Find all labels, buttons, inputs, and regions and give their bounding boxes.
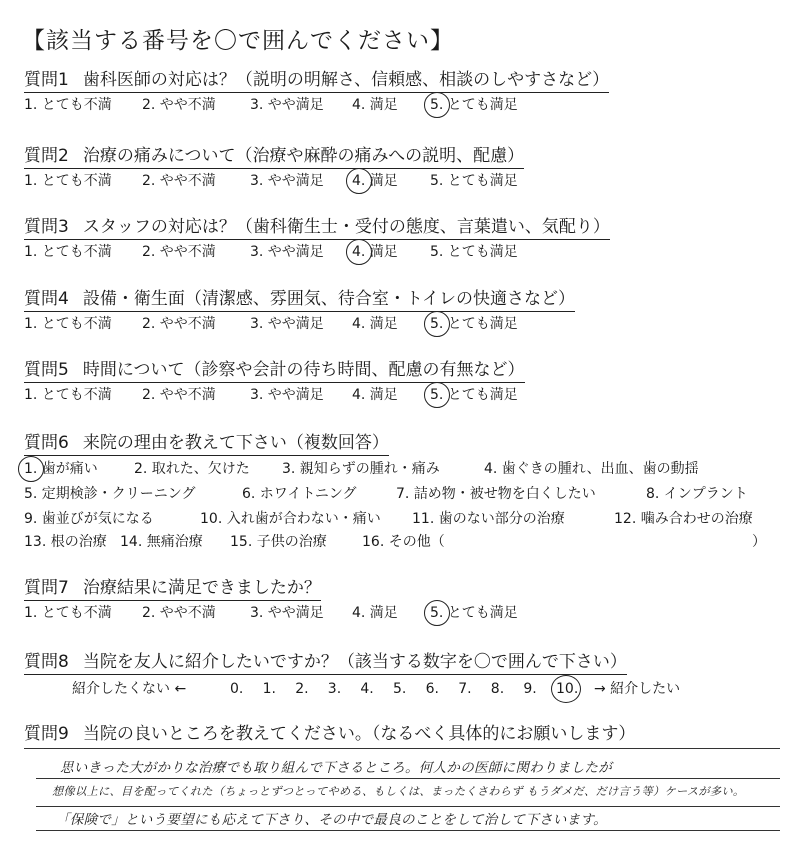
q2-title: 治療の痛みについて（治療や麻酔の痛みへの説明、配慮） — [82, 146, 525, 166]
q6-reason-option[interactable]: 7. 詰め物・被せ物を白くしたい — [396, 486, 596, 502]
q2-title-row — [24, 146, 524, 169]
q4-option-5[interactable]: 5. とても満足 — [430, 313, 518, 335]
q3-number: 質問3 — [24, 217, 69, 237]
q7-option-5[interactable]: 5. とても満足 — [430, 602, 518, 624]
q3-option-4[interactable]: 4. 満足 — [352, 241, 398, 263]
q8-title-row — [24, 652, 627, 675]
q6-reason-option[interactable]: 5. 定期検診・クリーニング — [24, 486, 196, 502]
q3-option-2[interactable]: 2. やや不満 — [142, 244, 216, 260]
q3-title-row — [24, 217, 610, 240]
q5-option-1[interactable]: 1. とても不満 — [24, 387, 112, 403]
q5-option-5[interactable]: 5. とても満足 — [430, 384, 518, 406]
q6-reason-option[interactable]: 8. インプラント — [646, 486, 748, 502]
q4-number: 質問4 — [24, 289, 69, 309]
q8-number: 質問8 — [24, 652, 69, 672]
q1-number: 質問1 — [24, 70, 69, 90]
q5-title: 時間について（診察や会計の待ち時間、配慮の有無など） — [82, 360, 525, 380]
q8-scale-option-8[interactable]: 8. — [490, 681, 505, 697]
q3-title: スタッフの対応は？（歯科衛生士・受付の態度、言葉遣い、気配り） — [82, 217, 610, 237]
q2-option-1[interactable]: 1. とても不満 — [24, 173, 112, 189]
q4-title-row — [24, 289, 575, 312]
q2-option-5[interactable]: 5. とても満足 — [430, 173, 518, 189]
q6-reason-option[interactable]: 9. 歯並びが気になる — [24, 511, 154, 527]
comment-rule-0 — [24, 748, 780, 749]
q8-scale — [60, 678, 760, 700]
q8-scale-option-0[interactable]: 0. — [230, 681, 244, 697]
q1-option-1[interactable]: 1. とても不満 — [24, 97, 112, 113]
q8-right-label: → 紹介したい — [594, 681, 681, 697]
q6-reason-option[interactable]: 6. ホワイトニング — [242, 486, 357, 502]
q8-scale-option-6[interactable]: 6. — [425, 681, 439, 697]
q6-reason-option[interactable]: 2. 取れた、欠けた — [134, 461, 250, 477]
q6-reason-option[interactable]: 10. 入れ歯が合わない・痛い — [200, 511, 381, 527]
q1-option-3[interactable]: 3. やや満足 — [250, 97, 324, 113]
q8-scale-option-5[interactable]: 5. — [393, 681, 407, 697]
q7-number: 質問7 — [24, 578, 69, 598]
q2-number: 質問2 — [24, 146, 69, 166]
q8-scale-option-3[interactable]: 3. — [327, 681, 342, 697]
q6-reason-option[interactable]: 12. 噛み合わせの治療 — [614, 511, 753, 527]
q4-option-2[interactable]: 2. やや不満 — [142, 316, 216, 332]
q7-option-1[interactable]: 1. とても不満 — [24, 605, 112, 621]
q5-number: 質問5 — [24, 360, 69, 380]
q4-option-1[interactable]: 1. とても不満 — [24, 316, 112, 332]
q6-title: 来院の理由を教えて下さい（複数回答） — [82, 433, 389, 453]
q5-option-4[interactable]: 4. 満足 — [352, 387, 398, 403]
comment-rule-2 — [36, 806, 780, 807]
q8-scale-option-9[interactable]: 9. — [523, 681, 537, 697]
q7-title-row — [24, 578, 321, 601]
q8-scale-option-1[interactable]: 1. — [262, 681, 276, 697]
q1-title: 歯科医師の対応は？（説明の明解さ、信頼感、相談のしやすさなど） — [82, 70, 610, 90]
comment-rule-1 — [36, 778, 780, 779]
q2-option-3[interactable]: 3. やや満足 — [250, 173, 324, 189]
q1-option-5[interactable]: 5. とても満足 — [430, 94, 518, 116]
q2-option-4[interactable]: 4. 満足 — [352, 170, 398, 192]
q8-scale-option-2[interactable]: 2. — [295, 681, 309, 697]
q7-option-3[interactable]: 3. やや満足 — [250, 605, 324, 621]
q8-scale-option-10[interactable]: 10. — [556, 678, 578, 700]
q9-number: 質問9 — [24, 724, 69, 744]
q6-number: 質問6 — [24, 433, 69, 453]
q6-reason-option[interactable]: 1. 歯が痛い — [24, 458, 98, 480]
handwritten-answer-line-3: 「保険で」という要望にも応えて下さり、その中で最良のことをして治して下さいます。 — [56, 812, 607, 828]
q3-option-1[interactable]: 1. とても不満 — [24, 244, 112, 260]
q6-reason-option[interactable]: 14. 無痛治療 — [120, 534, 203, 550]
q3-option-5[interactable]: 5. とても満足 — [430, 244, 518, 260]
q6-reason-option[interactable]: 15. 子供の治療 — [230, 534, 327, 550]
q6-title-row — [24, 433, 389, 456]
q6-reason-option[interactable]: 4. 歯ぐきの腫れ、出血、歯の動揺 — [484, 461, 699, 477]
handwritten-answer-line-1: 思いきった大がかりな治療でも取り組んで下さるところ。何人かの医師に関わりましたが — [60, 760, 612, 776]
q4-option-3[interactable]: 3. やや満足 — [250, 316, 324, 332]
q6-reason-option[interactable]: 16. その他（ — [362, 534, 445, 550]
q5-title-row — [24, 360, 525, 383]
q6-reason-option[interactable]: 11. 歯のない部分の治療 — [412, 511, 565, 527]
q1-option-2[interactable]: 2. やや不満 — [142, 97, 216, 113]
q8-scale-option-7[interactable]: 7. — [458, 681, 472, 697]
q1-title-row — [24, 70, 609, 93]
q5-option-2[interactable]: 2. やや不満 — [142, 387, 216, 403]
q4-title: 設備・衛生面（清潔感、雰囲気、待合室・トイレの快適さなど） — [82, 289, 575, 309]
q5-option-3[interactable]: 3. やや満足 — [250, 387, 324, 403]
q6-reason-option[interactable]: 13. 根の治療 — [24, 534, 107, 550]
q8-left-label: 紹介したくない ← — [72, 681, 187, 697]
q7-option-2[interactable]: 2. やや不満 — [142, 605, 216, 621]
q6-other-close-paren: ） — [752, 534, 766, 550]
q7-option-4[interactable]: 4. 満足 — [352, 605, 398, 621]
q9-title: 当院の良いところを教えてください。（なるべく具体的にお願いします） — [82, 724, 636, 744]
comment-rule-3 — [36, 830, 780, 831]
q8-scale-option-4[interactable]: 4. — [360, 681, 374, 697]
q8-title: 当院を友人に紹介したいですか？（該当する数字を〇で囲んで下さい） — [82, 652, 627, 672]
q7-title: 治療結果に満足できましたか？ — [82, 578, 321, 598]
handwritten-answer-line-2: 想像以上に、目を配ってくれた（ちょっとずつとってやめる、もしくは、まったくさわらず もうダメだ、だけ言う等）ケースが多い。 — [52, 785, 745, 798]
q4-option-4[interactable]: 4. 満足 — [352, 316, 398, 332]
page-heading: 【該当する番号を〇で囲んでください】 — [22, 28, 454, 54]
q1-option-4[interactable]: 4. 満足 — [352, 97, 398, 113]
q2-option-2[interactable]: 2. やや不満 — [142, 173, 216, 189]
q9-title-row — [24, 724, 635, 746]
q3-option-3[interactable]: 3. やや満足 — [250, 244, 324, 260]
q6-reason-option[interactable]: 3. 親知らずの腫れ・痛み — [282, 461, 440, 477]
